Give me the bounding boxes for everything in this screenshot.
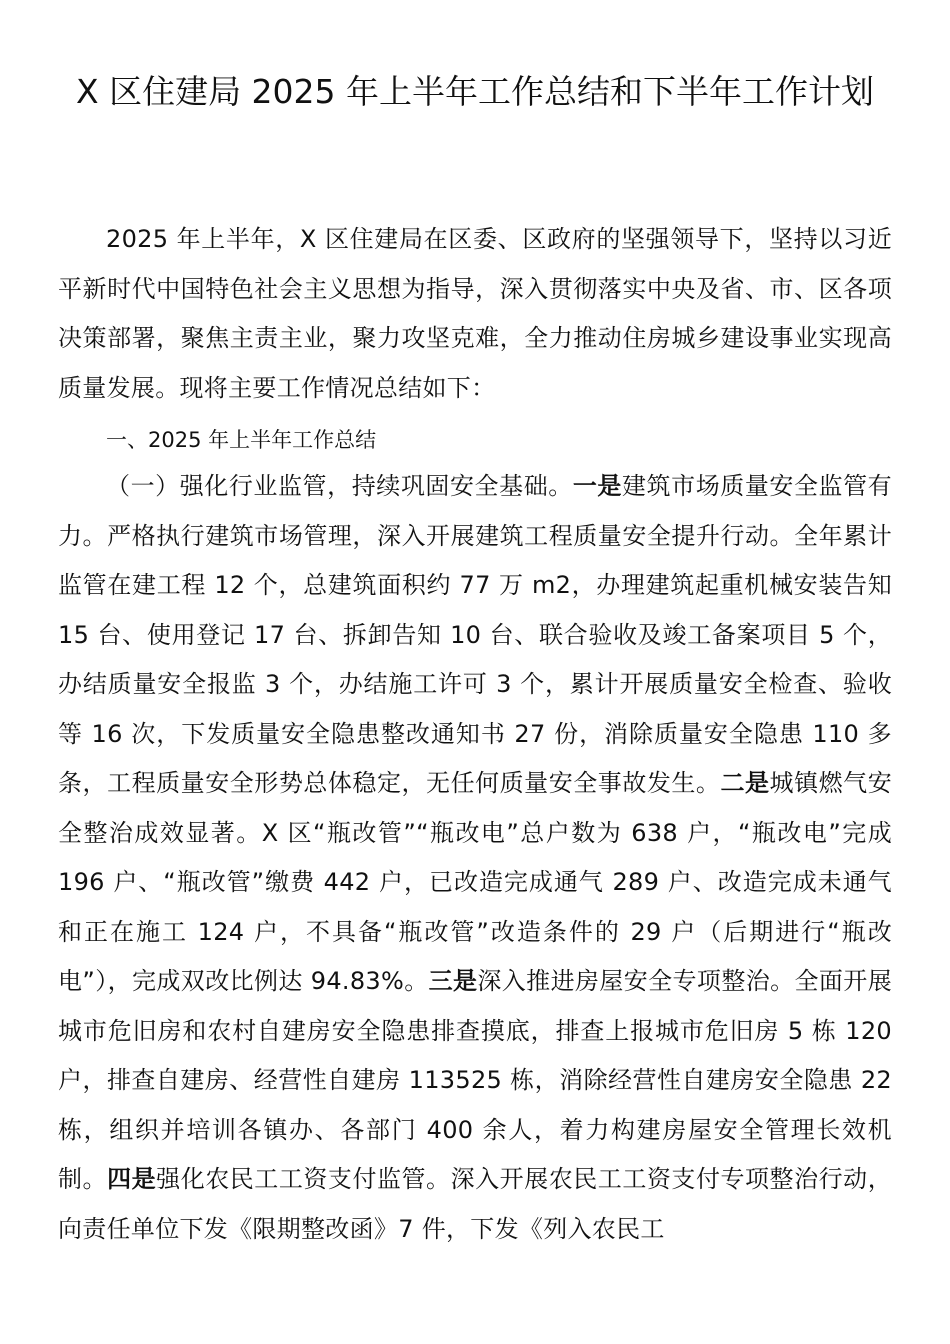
point-lead-2: 二是 — [720, 769, 770, 797]
section-paragraph — [58, 462, 892, 1254]
point-text-1: 建筑市场质量安全监管有力。严格执行建筑市场管理，深入开展建筑工程质量安全提升行动。全年累计监管在建工程 12 个，总建筑面积约 77 万 m2，办理建筑起重机械安装告知 15 台、使用登记 17 台、拆卸告知 10 台、联合验收及竣工备案项目 5 个，办结质量安全报监 3 个，办结施工许可 3 个，累计开展质量安全检查、验收等 16 次，下发质量安全隐患整改通知书 27 份，消除质量安全隐患 110 多条，工程质量安全形势总体稳定，无任何质量安全事故发生。 — [58, 472, 892, 797]
point-lead-1: 一是 — [572, 472, 622, 500]
document-title: X 区住建局 2025 年上半年工作总结和下半年工作计划 — [75, 72, 875, 111]
point-text-2: 城镇燃气安全整治成效显著。X 区“瓶改管”“瓶改电”总户数为 638 户，“瓶改电”完成 196 户、“瓶改管”缴费 442 户，已改造完成通气 289 户、改造完成未通气和正在施工 124 户，不具备“瓶改管”改造条件的 29 户（后期进行“瓶改电”），完成双改比例达 94.83%。 — [58, 769, 892, 995]
intro-paragraph: 2025 年上半年，X 区住建局在区委、区政府的坚强领导下，坚持以习近平新时代中国特色社会主义思想为指导，深入贯彻落实中央及省、市、区各项决策部署，聚焦主责主业，聚力攻坚克难，全力推动住房城乡建设事业实现高质量发展。现将主要工作情况总结如下： — [58, 225, 892, 402]
point-text-4: 强化农民工工资支付监管。深入开展农民工工资支付专项整治行动，向责任单位下发《限期整改函》7 件，下发《列入农民工 — [58, 1165, 892, 1243]
point-text-3: 深入推进房屋安全专项整治。全面开展城市危旧房和农村自建房安全隐患排查摸底，排查上报城市危旧房 5 栋 120 户，排查自建房、经营性自建房 113525 栋，消除经营性自建房安全隐患 22 栋，组织并培训各镇办、各部门 400 余人，着力构建房屋安全管理长效机制。 — [58, 967, 892, 1193]
subsection-heading: （一）强化行业监管，持续巩固安全基础。 — [106, 472, 573, 500]
section-heading: 一、2025 年上半年工作总结 — [106, 428, 377, 452]
point-lead-3: 三是 — [428, 967, 478, 995]
point-lead-4: 四是 — [107, 1165, 157, 1193]
